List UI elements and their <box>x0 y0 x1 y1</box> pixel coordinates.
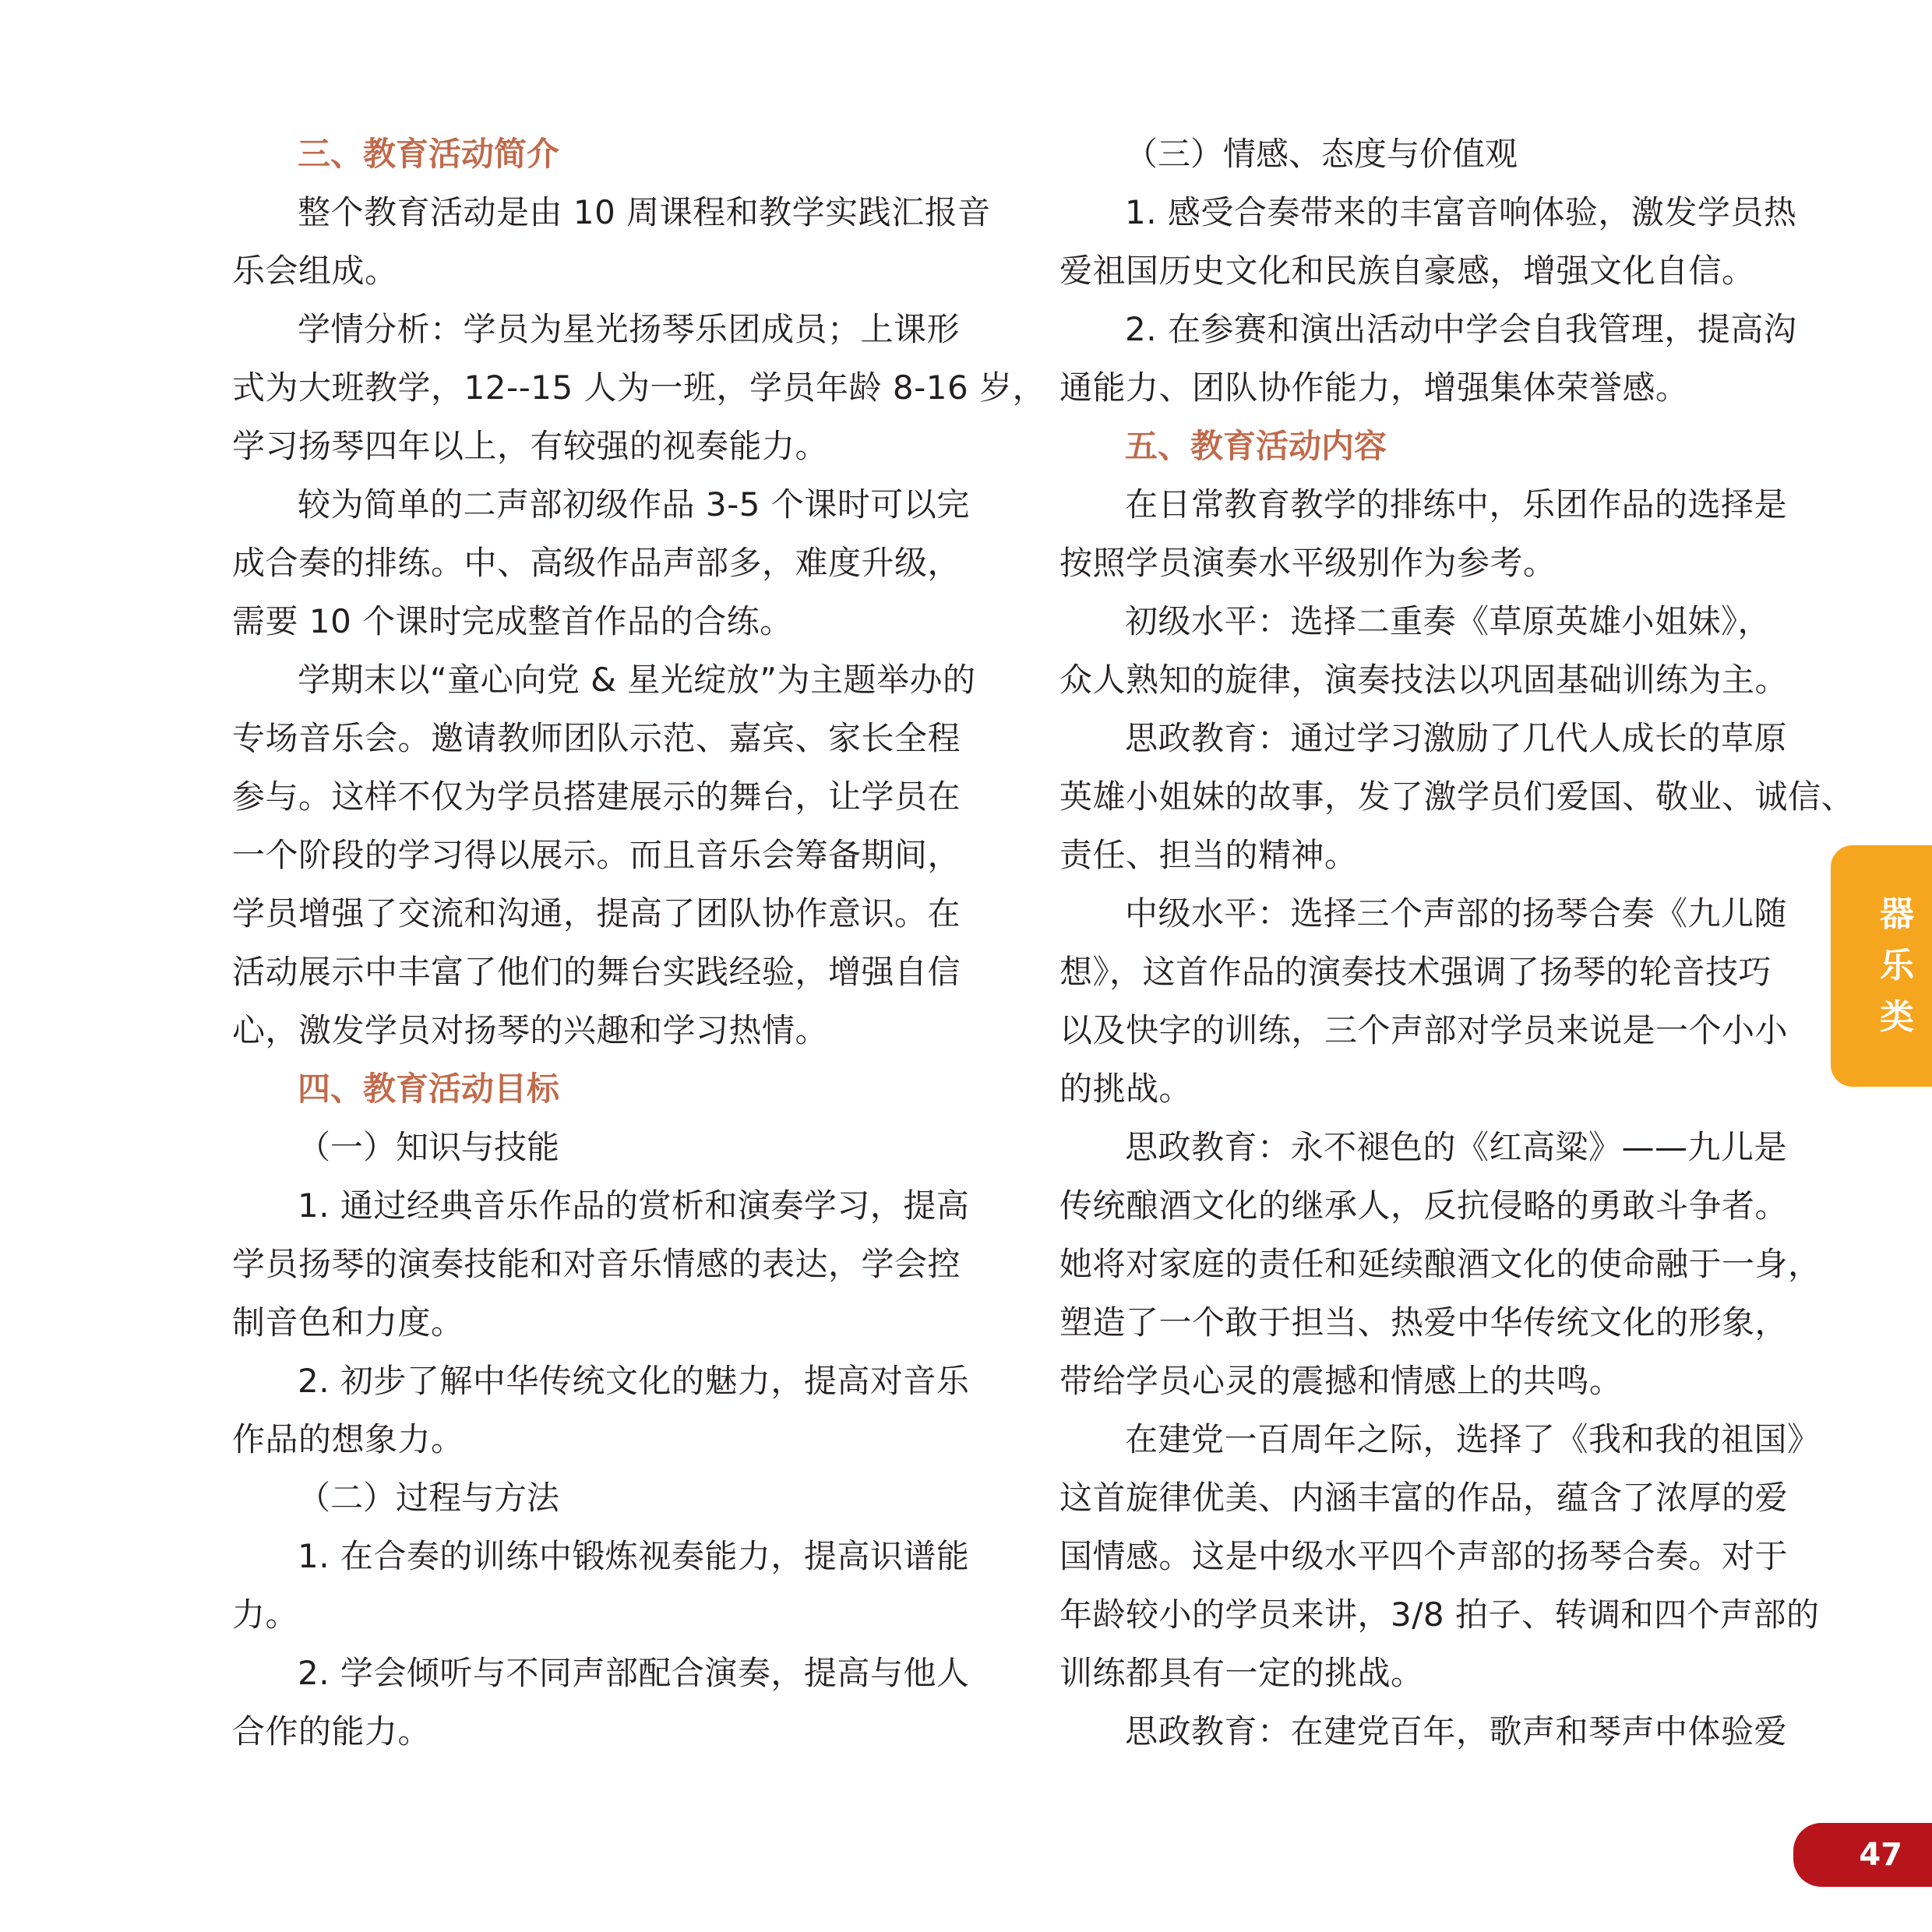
text-line: 1. 通过经典音乐作品的赏析和演奏学习，提高 <box>298 1186 970 1225</box>
left-column <box>232 125 1046 1761</box>
text-line: 思政教育：永不褪色的《红高粱》——九儿是 <box>1125 1128 1788 1166</box>
tab-char: 类 <box>1880 997 1914 1037</box>
paragraph <box>232 1644 968 1761</box>
text-line: 按照学员演奏水平级别作为参考。 <box>1059 544 1557 582</box>
text-line: 需要 10 个课时完成整首作品的合练。 <box>232 602 793 640</box>
text-line: 2. 在参赛和演出活动中学会自我管理，提高沟 <box>1125 310 1797 348</box>
text-line: 带给学员心灵的震撼和情感上的共鸣。 <box>1059 1362 1623 1400</box>
text-line: 专场音乐会。邀请教师团队示范、嘉宾、家长全程 <box>232 719 961 757</box>
text-line: 整个教育活动是由 10 周课程和教学实践汇报音 <box>298 193 991 231</box>
text-line: 想》，这首作品的演奏技术强调了扬琴的轮音技巧 <box>1059 953 1772 991</box>
text-line: 以及快字的训练，三个声部对学员来说是一个小小 <box>1059 1011 1789 1049</box>
text-line: 塑造了一个敢于担当、热爱中华传统文化的形象， <box>1059 1303 1789 1341</box>
text-line: 在日常教育教学的排练中，乐团作品的选择是 <box>1125 485 1788 524</box>
text-line: 2. 学会倾听与不同声部配合演奏，提高与他人 <box>298 1654 970 1692</box>
text-line: 2. 初步了解中华传统文化的魅力，提高对音乐 <box>298 1362 970 1400</box>
paragraph <box>232 300 1046 475</box>
text-line: 学习扬琴四年以上，有较强的视奏能力。 <box>232 427 829 465</box>
paragraph <box>232 650 976 1059</box>
text-line: 初级水平：选择二重奏《草原英雄小姐妹》， <box>1125 602 1772 640</box>
subheading-attitude: （三）情感、态度与价值观 <box>1125 135 1518 173</box>
text-line: 责任、担当的精神。 <box>1059 836 1358 874</box>
text-line: 学期末以“童心向党 & 星光绽放”为主题举办的 <box>298 661 976 699</box>
text-line: 较为简单的二声部初级作品 3-5 个课时可以完 <box>298 485 970 524</box>
text-line: 这首旋律优美、内涵丰富的作品，蕴含了浓厚的爱 <box>1059 1479 1789 1517</box>
page-number-badge: 47 <box>1793 1823 1932 1887</box>
paragraph <box>1059 884 1796 1118</box>
paragraph <box>1059 183 1796 300</box>
paragraph <box>232 1527 968 1644</box>
paragraph <box>1059 1410 1821 1702</box>
text-line: 成合奏的排练。中、高级作品声部多，难度升级， <box>232 544 961 582</box>
text-line: 学员扬琴的演奏技能和对音乐情感的表达，学会控 <box>232 1245 961 1283</box>
text-line: 思政教育：在建党百年，歌声和琴声中体验爱 <box>1125 1712 1788 1750</box>
text-line: 年龄较小的学员来讲，3/8 拍子、转调和四个声部的 <box>1059 1595 1820 1634</box>
paragraph <box>1059 1118 1821 1410</box>
text-line: 她将对家庭的责任和延续酿酒文化的使命融于一身， <box>1059 1245 1821 1283</box>
text-line: 一个阶段的学习得以展示。而且音乐会筹备期间， <box>232 836 961 874</box>
text-line: 参与。这样不仅为学员搭建展示的舞台，让学员在 <box>232 777 961 816</box>
paragraph <box>1059 709 1855 884</box>
text-line: 1. 感受合奏带来的丰富音响体验，激发学员热 <box>1125 193 1797 231</box>
right-column <box>1059 125 1855 1761</box>
text-line: 通能力、团队协作能力，增强集体荣誉感。 <box>1059 368 1689 407</box>
section-heading-3: 三、教育活动简介 <box>298 135 560 173</box>
text-line: 国情感。这是中级水平四个声部的扬琴合奏。对于 <box>1059 1537 1789 1575</box>
text-line: 爱祖国历史文化和民族自豪感，增强文化自信。 <box>1059 252 1755 290</box>
paragraph <box>232 183 991 300</box>
paragraph <box>1059 300 1796 417</box>
text-line: 力。 <box>232 1595 299 1634</box>
paragraph <box>232 1352 968 1468</box>
text-line: 制音色和力度。 <box>232 1303 464 1341</box>
text-line: 学员增强了交流和沟通，提高了团队协作意识。在 <box>232 894 961 933</box>
text-line: 的挑战。 <box>1059 1070 1193 1108</box>
text-line: 合作的能力。 <box>232 1712 432 1750</box>
text-line: 众人熟知的旋律，演奏技法以巩固基础训练为主。 <box>1059 661 1789 699</box>
text-line: 中级水平：选择三个声部的扬琴合奏《九儿随 <box>1125 894 1788 933</box>
text-line: 在建党一百周年之际，选择了《我和我的祖国》 <box>1125 1420 1821 1458</box>
text-line: 训练都具有一定的挑战。 <box>1059 1654 1424 1692</box>
section-heading-4: 四、教育活动目标 <box>298 1070 560 1108</box>
tab-char: 乐 <box>1880 946 1914 985</box>
subheading-process: （二）过程与方法 <box>298 1479 560 1517</box>
category-side-tab <box>1831 845 1932 1087</box>
tab-char: 器 <box>1880 894 1914 934</box>
text-line: 乐会组成。 <box>232 252 398 290</box>
text-line: 式为大班教学，12--15 人为一班，学员年龄 8-16 岁， <box>232 368 1046 407</box>
paragraph <box>232 475 968 650</box>
paragraph <box>1059 1702 1796 1761</box>
text-line: 1. 在合奏的训练中锻炼视奏能力，提高识谱能 <box>298 1537 970 1575</box>
subheading-knowledge: （一）知识与技能 <box>298 1128 560 1166</box>
text-line: 心，激发学员对扬琴的兴趣和学习热情。 <box>232 1011 829 1049</box>
text-line: 作品的想象力。 <box>232 1420 464 1458</box>
paragraph <box>232 1176 968 1352</box>
paragraph <box>1059 475 1796 592</box>
paragraph <box>1059 592 1796 709</box>
text-line: 英雄小姐妹的故事，发了激学员们爱国、敬业、诚信、 <box>1059 777 1855 816</box>
text-line: 学情分析：学员为星光扬琴乐团成员；上课形 <box>298 310 961 348</box>
text-line: 传统酿酒文化的继承人，反抗侵略的勇敢斗争者。 <box>1059 1186 1789 1225</box>
text-line: 思政教育：通过学习激励了几代人成长的草原 <box>1125 719 1788 757</box>
text-line: 活动展示中丰富了他们的舞台实践经验，增强自信 <box>232 953 961 991</box>
section-heading-5: 五、教育活动内容 <box>1125 427 1387 465</box>
